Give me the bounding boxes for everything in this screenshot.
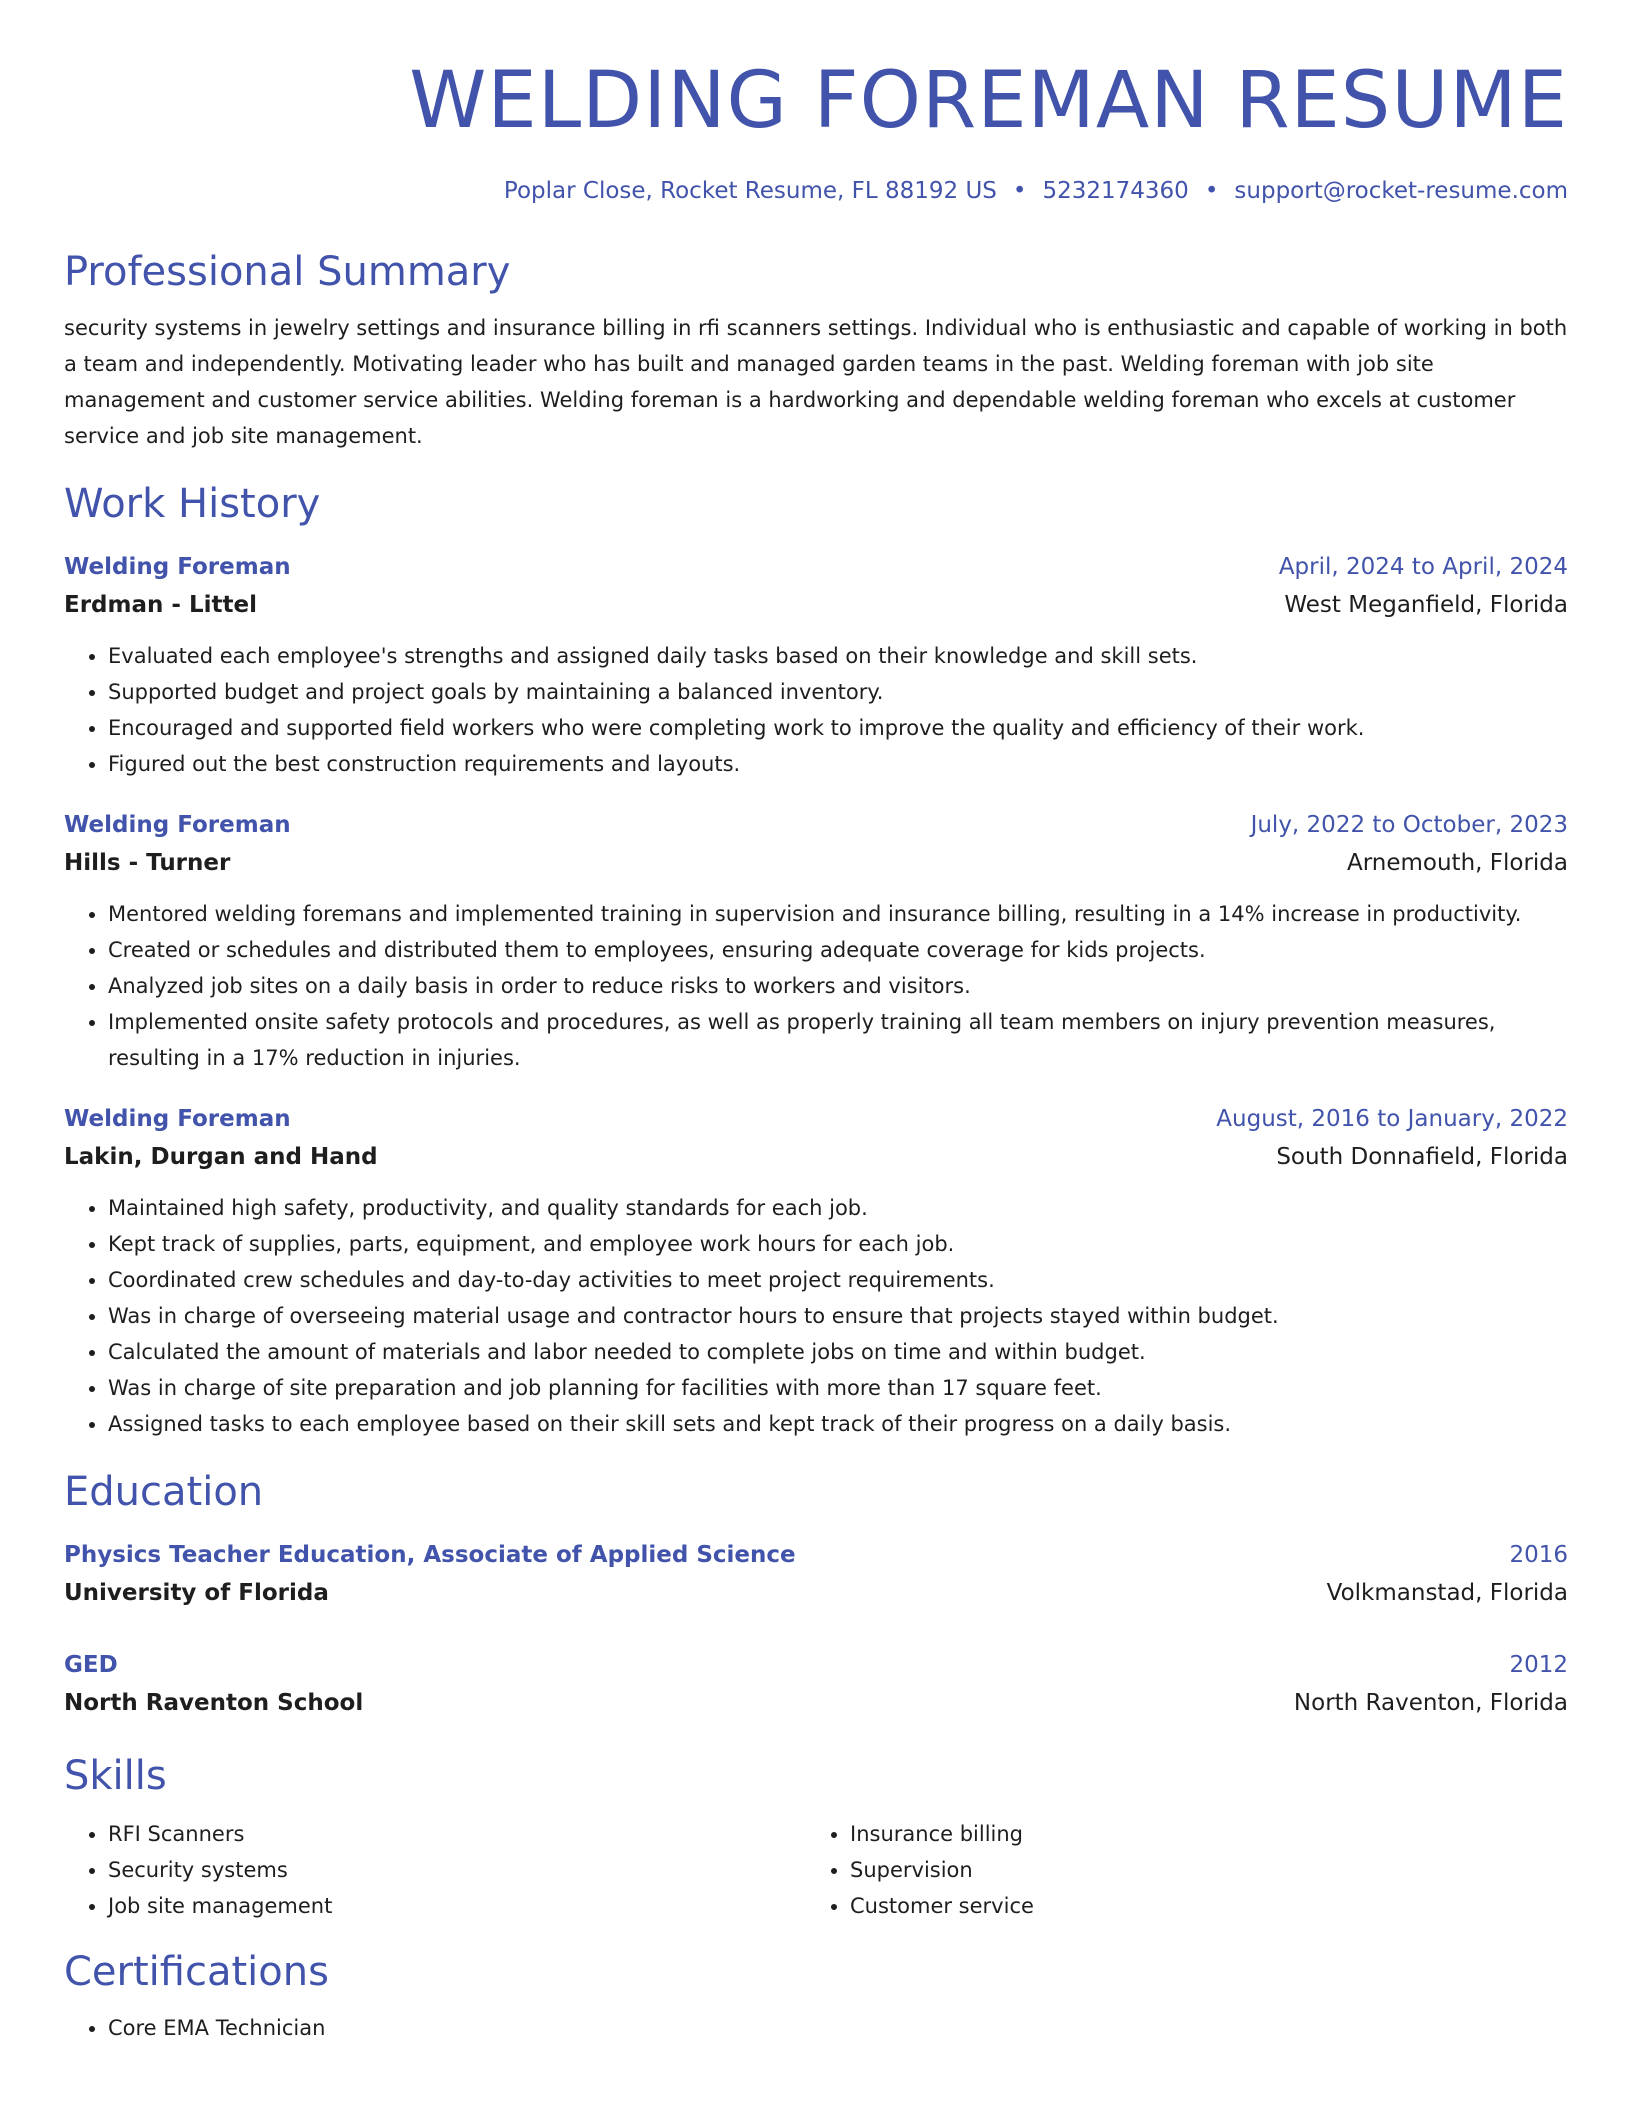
education-entry — [64, 1536, 1568, 1612]
job-bullets — [64, 638, 1568, 782]
education-school: University of Florida — [64, 1580, 329, 1606]
resume-title: WELDING FOREMAN RESUME — [409, 56, 1568, 146]
skill-item: • Supervision — [850, 1852, 1548, 1888]
job-bullet: • Supported budget and project goals by maintaining a balanced inventory. — [108, 674, 1568, 710]
job-company: Lakin, Durgan and Hand — [64, 1144, 378, 1170]
summary-text: security systems in jewelry settings and insurance billing in rfi scanners settings. Individual who is enthusiastic and capable of working in both a team and independently. Motivating leader who has built and managed garden teams in the past. Welding foreman with job site management and customer service abilities. Welding foreman is a hardworking and dependable welding foreman who excels at customer service and job site management. — [64, 316, 1568, 448]
job-bullet: • Figured out the best construction requirements and layouts. — [108, 746, 1568, 782]
education-year: 2012 — [1509, 1652, 1568, 1678]
job-dates: July, 2022 to October, 2023 — [1250, 812, 1568, 838]
contact-phone: 5232174360 — [1042, 178, 1189, 204]
contact-email[interactable]: support@rocket-resume.com — [1234, 178, 1568, 204]
job-bullet: • Coordinated crew schedules and day-to-day activities to meet project requirements. — [108, 1262, 1568, 1298]
job-bullet: • Implemented onsite safety protocols and procedures, as well as properly training all team members on injury prevention measures, resulting in a 17% reduction in injuries. — [108, 1004, 1568, 1076]
certifications-heading: Certifications — [64, 1949, 329, 1995]
skills-heading: Skills — [64, 1753, 167, 1799]
job-role: Welding Foreman — [64, 554, 291, 580]
skill-item: • RFI Scanners — [108, 1816, 806, 1852]
job-bullets — [64, 1190, 1568, 1442]
job-entry — [64, 806, 1568, 1076]
job-bullet: • Analyzed job sites on a daily basis in order to reduce risks to workers and visitors. — [108, 968, 1568, 1004]
job-dates: August, 2016 to January, 2022 — [1216, 1106, 1568, 1132]
contact-address: Poplar Close, Rocket Resume, FL 88192 US — [503, 178, 997, 204]
contact-separator: • — [1204, 178, 1219, 204]
resume-page — [64, 0, 1568, 2046]
certifications-list — [64, 2010, 1568, 2046]
job-bullet: • Assigned tasks to each employee based on their skill sets and kept track of their progress on a daily basis. — [108, 1406, 1568, 1442]
work-history-heading: Work History — [64, 481, 321, 527]
contact-separator: • — [1012, 178, 1027, 204]
education-entry — [64, 1646, 1568, 1722]
education-degree: Physics Teacher Education, Associate of Applied Science — [64, 1542, 796, 1568]
skill-item: • Job site management — [108, 1888, 806, 1924]
education-location: North Raventon, Florida — [1293, 1690, 1568, 1716]
job-company: Hills - Turner — [64, 850, 231, 876]
education-year: 2016 — [1509, 1542, 1568, 1568]
job-location: South Donnafield, Florida — [1276, 1144, 1568, 1170]
skills-list — [64, 1816, 1568, 1924]
job-location: Arnemouth, Florida — [1346, 850, 1568, 876]
job-bullet: • Encouraged and supported field workers who were completing work to improve the quality and efficiency of their work. — [108, 710, 1568, 746]
summary-heading: Professional Summary — [64, 249, 511, 295]
skill-item: • Customer service — [850, 1888, 1548, 1924]
skill-item: • Security systems — [108, 1852, 806, 1888]
skill-item: • Insurance billing — [850, 1816, 1548, 1852]
job-bullet: • Maintained high safety, productivity, and quality standards for each job. — [108, 1190, 1568, 1226]
job-dates: April, 2024 to April, 2024 — [1278, 554, 1568, 580]
job-bullet: • Evaluated each employee's strengths and assigned daily tasks based on their knowledge and skill sets. — [108, 638, 1568, 674]
education-heading: Education — [64, 1469, 264, 1515]
skills-column-left — [64, 1816, 806, 1924]
job-bullet: • Kept track of supplies, parts, equipment, and employee work hours for each job. — [108, 1226, 1568, 1262]
job-entry — [64, 548, 1568, 782]
job-bullet: • Calculated the amount of materials and labor needed to complete jobs on time and within budget. — [108, 1334, 1568, 1370]
education-degree: GED — [64, 1652, 118, 1678]
job-bullet: • Was in charge of overseeing material usage and contractor hours to ensure that projects stayed within budget. — [108, 1298, 1568, 1334]
education-location: Volkmanstad, Florida — [1326, 1580, 1568, 1606]
job-bullet: • Was in charge of site preparation and job planning for facilities with more than 17 square feet. — [108, 1370, 1568, 1406]
job-bullet: • Mentored welding foremans and implemented training in supervision and insurance billing, resulting in a 14% increase in productivity. — [108, 896, 1568, 932]
education-school: North Raventon School — [64, 1690, 364, 1716]
job-role: Welding Foreman — [64, 812, 291, 838]
job-entry — [64, 1100, 1568, 1442]
skills-column-right — [806, 1816, 1548, 1924]
job-company: Erdman - Littel — [64, 592, 257, 618]
contact-line — [64, 176, 1568, 206]
job-bullet: • Created or schedules and distributed them to employees, ensuring adequate coverage for kids projects. — [108, 932, 1568, 968]
certification-item: • Core EMA Technician — [108, 2010, 1568, 2046]
job-role: Welding Foreman — [64, 1106, 291, 1132]
job-location: West Meganfield, Florida — [1284, 592, 1568, 618]
job-bullets — [64, 896, 1568, 1076]
